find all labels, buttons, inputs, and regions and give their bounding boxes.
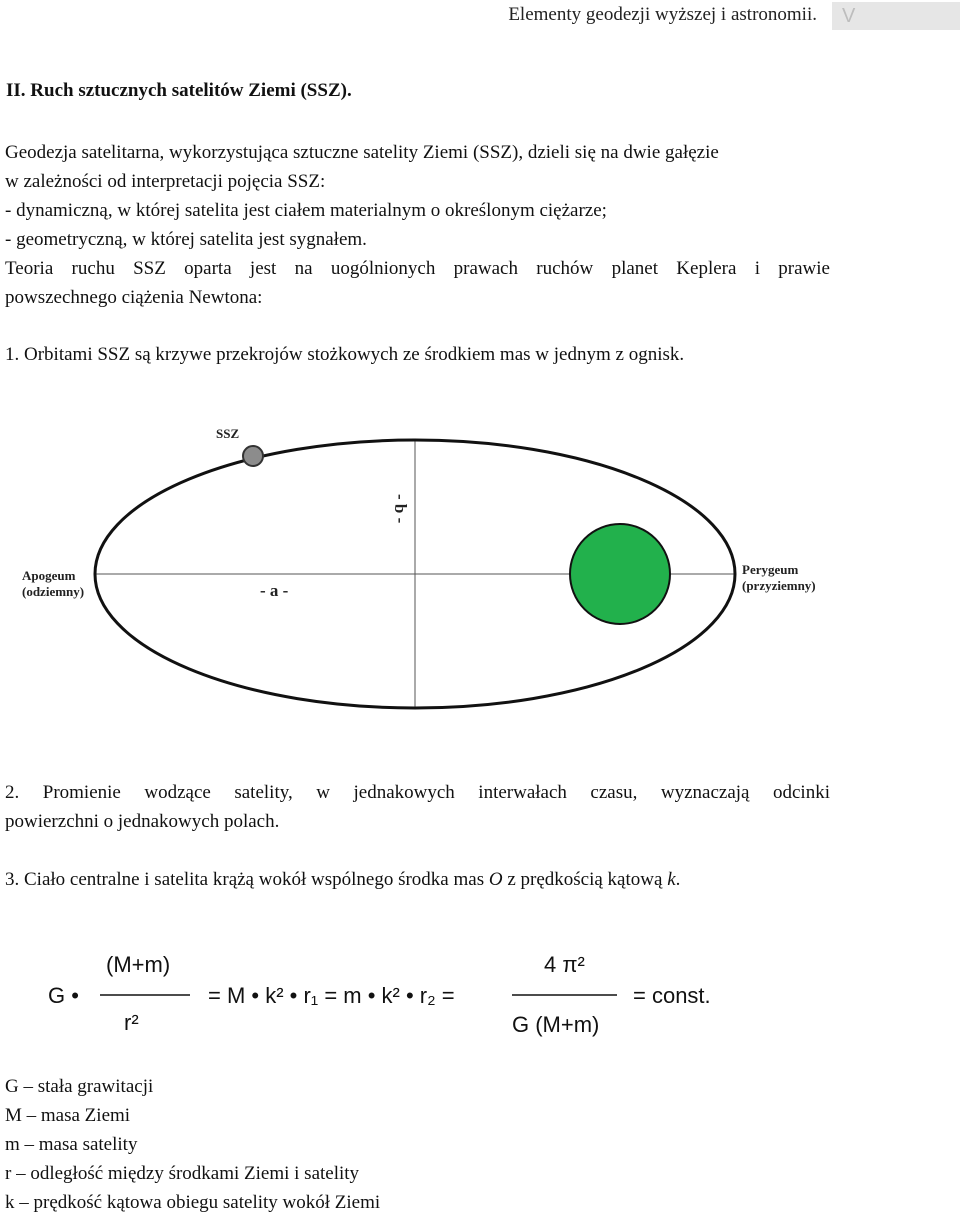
intro-line-4: - geometryczną, w której satelita jest sygnałem. (5, 229, 367, 250)
formula-numerator-left: (M+m) (106, 952, 171, 977)
formula-denominator-left: r² (124, 1010, 139, 1035)
legend-item-g: G – stała grawitacji (5, 1076, 154, 1097)
law-3 (5, 865, 680, 894)
law-3-middle: z prędkością kątową (502, 869, 668, 890)
intro-line-2: w zależności od interpretacji pojęcia SSZ: (5, 171, 326, 192)
apogee-sublabel: (odziemny) (22, 584, 85, 599)
intro-line-6: powszechnego ciążenia Newtona: (5, 287, 263, 308)
law-2-line-2: powierzchni o jednakowych polach. (5, 811, 280, 832)
legend-item-r: r – odległość między środkami Ziemi i satelity (5, 1163, 360, 1184)
formula-denominator-right: G (M+m) (512, 1012, 600, 1037)
law-2-line-1: 2. Promienie wodzące satelity, w jednakowych interwałach czasu, wyznaczają odcinki (5, 782, 830, 803)
intro-line-1: Geodezja satelitarna, wykorzystująca sztuczne satelity Ziemi (SSZ), dzieli się na dwie gałęzie (5, 142, 719, 163)
header-title: Elementy geodezji wyższej i astronomii. (508, 4, 817, 25)
law-3-prefix: 3. Ciało centralne i satelita krążą wokół wspólnego środka mas (5, 869, 489, 890)
legend-item-m-lower: m – masa satelity (5, 1134, 138, 1155)
perigee-sublabel: (przyziemny) (742, 578, 816, 593)
law-3-k-symbol: k (667, 869, 676, 890)
formula-numerator-right: 4 π² (544, 952, 585, 977)
legend-item-m-upper: M – masa Ziemi (5, 1105, 131, 1126)
satellite-label: SSZ (216, 426, 240, 441)
section-title: II. Ruch sztucznych satelitów Ziemi (SSZ). (6, 80, 352, 101)
chapter-badge: V (832, 2, 960, 30)
formula-middle: = M • k² • r₁ = m • k² • r₂ = (208, 983, 455, 1008)
earth-icon (570, 524, 670, 624)
intro-line-3: - dynamiczną, w której satelita jest ciałem materialnym o określonym ciężarze; (5, 200, 607, 221)
formula-result: = const. (633, 983, 711, 1008)
semi-minor-label: - b - (391, 494, 410, 524)
law-3-suffix: . (675, 869, 681, 890)
legend-item-k: k – prędkość kątowa obiegu satelity wokół Ziemi (5, 1192, 381, 1213)
apogee-label: Apogeum (22, 568, 76, 583)
semi-major-label: - a - (260, 581, 289, 600)
formula-g-term: G • (48, 983, 79, 1008)
law-3-o-symbol: O (488, 869, 503, 890)
satellite-icon (243, 446, 263, 466)
perigee-label: Perygeum (742, 562, 799, 577)
intro-line-5: Teoria ruchu SSZ oparta jest na uogólnionych prawach ruchów planet Keplera i prawie (5, 258, 830, 279)
law-1: 1. Orbitami SSZ są krzywe przekrojów stożkowych ze środkiem mas w jednym z ognisk. (5, 344, 685, 365)
